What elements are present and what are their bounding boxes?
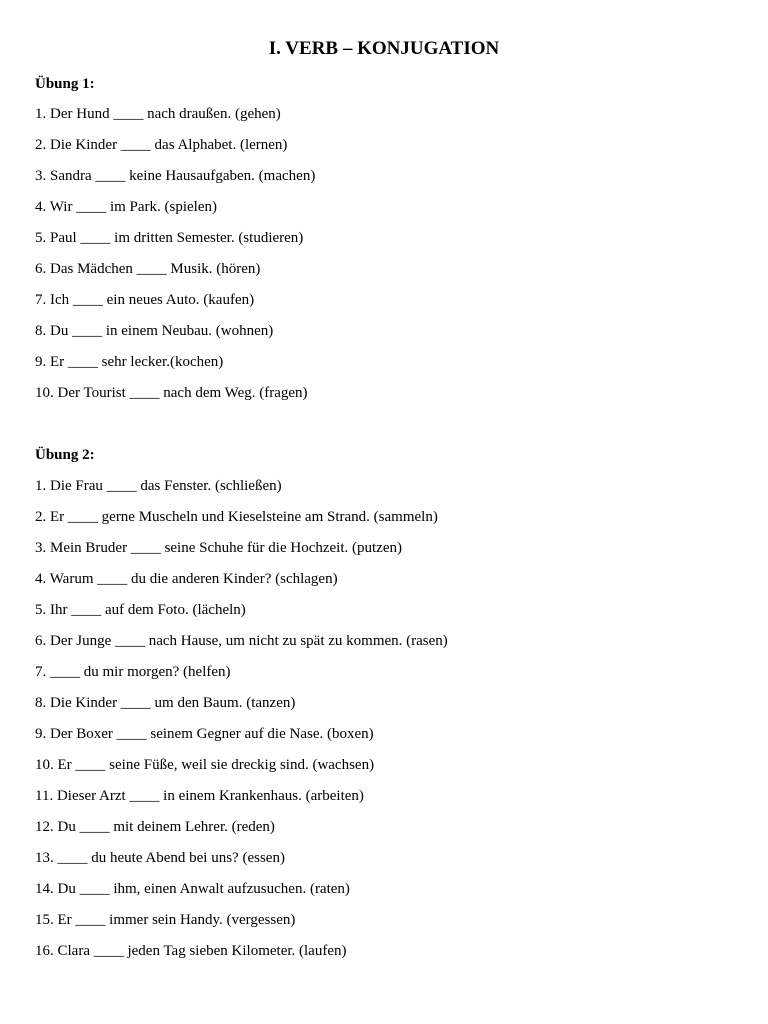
exercise-2-heading: Übung 2: bbox=[35, 447, 95, 463]
exercise-item: 5. Ihr ____ auf dem Foto. (lächeln) bbox=[35, 602, 246, 618]
exercise-item: 12. Du ____ mit deinem Lehrer. (reden) bbox=[35, 819, 275, 835]
exercise-item: 7. ____ du mir morgen? (helfen) bbox=[35, 664, 231, 680]
exercise-item: 14. Du ____ ihm, einen Anwalt aufzusuchen. (raten) bbox=[35, 881, 350, 897]
exercise-1-heading: Übung 1: bbox=[35, 76, 95, 92]
exercise-item: 3. Mein Bruder ____ seine Schuhe für die Hochzeit. (putzen) bbox=[35, 540, 402, 556]
exercise-item: 2. Die Kinder ____ das Alphabet. (lernen) bbox=[35, 137, 288, 153]
exercise-1-list bbox=[35, 104, 315, 414]
exercise-item: 6. Der Junge ____ nach Hause, um nicht zu spät zu kommen. (rasen) bbox=[35, 633, 448, 649]
exercise-item: 11. Dieser Arzt ____ in einem Krankenhaus. (arbeiten) bbox=[35, 788, 364, 804]
exercise-item: 4. Warum ____ du die anderen Kinder? (schlagen) bbox=[35, 571, 338, 587]
exercise-item: 6. Das Mädchen ____ Musik. (hören) bbox=[35, 261, 261, 277]
page-title: I. VERB – KONJUGATION bbox=[268, 38, 500, 59]
exercise-item: 13. ____ du heute Abend bei uns? (essen) bbox=[35, 850, 285, 866]
exercise-item: 8. Du ____ in einem Neubau. (wohnen) bbox=[35, 323, 274, 339]
exercise-item: 16. Clara ____ jeden Tag sieben Kilometer. (laufen) bbox=[35, 943, 347, 959]
exercise-item: 9. Er ____ sehr lecker.(kochen) bbox=[35, 354, 224, 370]
exercise-2-list bbox=[35, 476, 448, 972]
exercise-item: 7. Ich ____ ein neues Auto. (kaufen) bbox=[35, 292, 255, 308]
exercise-item: 1. Die Frau ____ das Fenster. (schließen) bbox=[35, 478, 282, 494]
exercise-item: 10. Der Tourist ____ nach dem Weg. (fragen) bbox=[35, 385, 308, 401]
exercise-item: 3. Sandra ____ keine Hausaufgaben. (machen) bbox=[35, 168, 316, 184]
exercise-item: 2. Er ____ gerne Muscheln und Kieselsteine am Strand. (sammeln) bbox=[35, 509, 438, 525]
exercise-item: 5. Paul ____ im dritten Semester. (studieren) bbox=[35, 230, 304, 246]
exercise-item: 4. Wir ____ im Park. (spielen) bbox=[35, 199, 218, 215]
exercise-item: 9. Der Boxer ____ seinem Gegner auf die Nase. (boxen) bbox=[35, 726, 374, 742]
exercise-item: 8. Die Kinder ____ um den Baum. (tanzen) bbox=[35, 695, 296, 711]
exercise-item: 10. Er ____ seine Füße, weil sie dreckig sind. (wachsen) bbox=[35, 757, 375, 773]
exercise-item: 1. Der Hund ____ nach draußen. (gehen) bbox=[35, 106, 281, 122]
exercise-item: 15. Er ____ immer sein Handy. (vergessen) bbox=[35, 912, 296, 928]
